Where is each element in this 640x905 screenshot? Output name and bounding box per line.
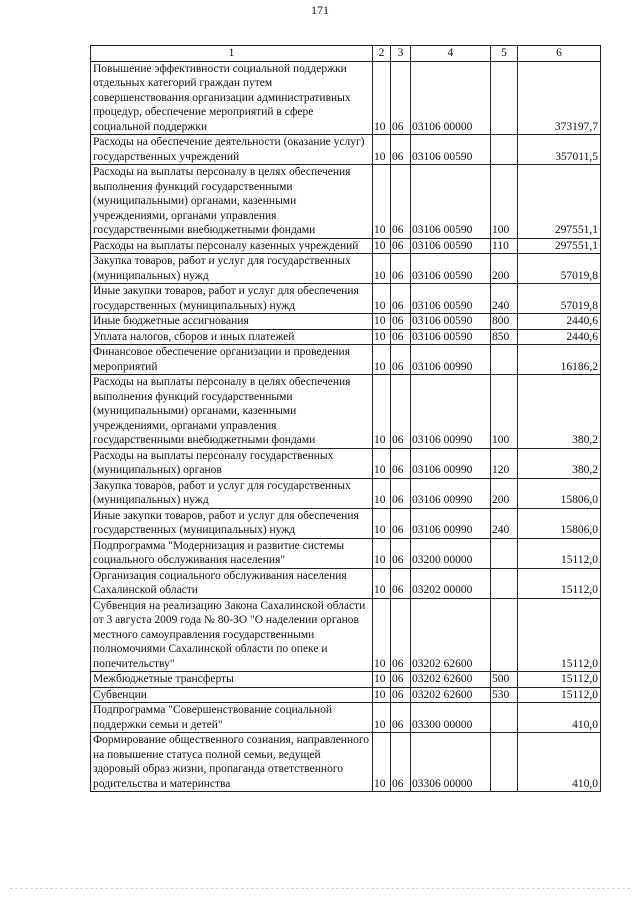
amount-cell: 15112,0: [518, 687, 601, 703]
budget-table: [90, 45, 601, 792]
expense-type-cell: 240: [491, 508, 518, 538]
expense-type-cell: 530: [491, 687, 518, 703]
expense-type-cell: 110: [491, 238, 518, 254]
item-name-cell: Расходы на выплаты персоналу в целях обеспечения выполнения функций государственными (муниципальными) органами, казенными учреждениями, органами управления государственными внебюджетными фондами: [91, 165, 373, 239]
table-row: [91, 254, 601, 284]
subsection-code-cell: 06: [391, 238, 411, 254]
target-article-cell: 03202 62600: [411, 672, 491, 688]
section-code-cell: 10: [373, 538, 391, 568]
amount-cell: 15112,0: [518, 538, 601, 568]
amount-cell: 297551,1: [518, 165, 601, 239]
item-name-cell: Расходы на обеспечение деятельности (оказание услуг) государственных учреждений: [91, 135, 373, 165]
section-code-cell: 10: [373, 478, 391, 508]
subsection-code-cell: 06: [391, 478, 411, 508]
target-article-cell: 03106 00590: [411, 329, 491, 345]
expense-type-cell: [491, 568, 518, 598]
subsection-code-cell: 06: [391, 538, 411, 568]
table-row: [91, 508, 601, 538]
table-row: [91, 538, 601, 568]
subsection-code-cell: 06: [391, 284, 411, 314]
page-number: 171: [311, 3, 329, 17]
expense-type-cell: 200: [491, 254, 518, 284]
expense-type-cell: 800: [491, 314, 518, 330]
table-row: [91, 375, 601, 449]
expense-type-cell: [491, 135, 518, 165]
subsection-code-cell: 06: [391, 598, 411, 672]
section-code-cell: 10: [373, 135, 391, 165]
target-article-cell: 03300 00000: [411, 703, 491, 733]
table-body: [91, 61, 601, 792]
amount-cell: 357011,5: [518, 135, 601, 165]
target-article-cell: 03106 00990: [411, 508, 491, 538]
item-name-cell: Организация социального обслуживания населения Сахалинской области: [91, 568, 373, 598]
subsection-code-cell: 06: [391, 568, 411, 598]
item-name-cell: Субвенция на реализацию Закона Сахалинской области от 3 августа 2009 года № 80-ЗО "О наделении органов местного самоуправления государственными полномочиями Сахалинской области по опеке и попечительству": [91, 598, 373, 672]
target-article-cell: 03106 00590: [411, 254, 491, 284]
section-code-cell: 10: [373, 672, 391, 688]
item-name-cell: Расходы на выплаты персоналу казенных учреждений: [91, 238, 373, 254]
section-code-cell: 10: [373, 448, 391, 478]
column-header: 4: [411, 46, 491, 62]
section-code-cell: 10: [373, 568, 391, 598]
item-name-cell: Формирование общественного сознания, направленного на повышение статуса полной семьи, ведущей здоровый образ жизни, пропаганда ответственного родительства и материнства: [91, 733, 373, 792]
expense-type-cell: 240: [491, 284, 518, 314]
amount-cell: 16186,2: [518, 345, 601, 375]
amount-cell: 57019,8: [518, 254, 601, 284]
table-row: [91, 703, 601, 733]
column-header: 5: [491, 46, 518, 62]
target-article-cell: 03106 00590: [411, 165, 491, 239]
item-name-cell: Финансовое обеспечение организации и проведения мероприятий: [91, 345, 373, 375]
subsection-code-cell: 06: [391, 375, 411, 449]
section-code-cell: 10: [373, 375, 391, 449]
amount-cell: 410,0: [518, 733, 601, 792]
expense-type-cell: [491, 598, 518, 672]
subsection-code-cell: 06: [391, 165, 411, 239]
table-row: [91, 687, 601, 703]
subsection-code-cell: 06: [391, 672, 411, 688]
subsection-code-cell: 06: [391, 687, 411, 703]
target-article-cell: 03202 62600: [411, 598, 491, 672]
expense-type-cell: 200: [491, 478, 518, 508]
table-row: [91, 345, 601, 375]
amount-cell: 15806,0: [518, 508, 601, 538]
table-row: [91, 733, 601, 792]
target-article-cell: 03106 00590: [411, 284, 491, 314]
target-article-cell: 03106 00990: [411, 448, 491, 478]
amount-cell: 15112,0: [518, 598, 601, 672]
item-name-cell: Расходы на выплаты персоналу государственных (муниципальных) органов: [91, 448, 373, 478]
section-code-cell: 10: [373, 687, 391, 703]
table-row: [91, 238, 601, 254]
expense-type-cell: [491, 703, 518, 733]
section-code-cell: 10: [373, 703, 391, 733]
table-row: [91, 598, 601, 672]
table-row: [91, 672, 601, 688]
item-name-cell: Иные закупки товаров, работ и услуг для обеспечения государственных (муниципальных) нужд: [91, 508, 373, 538]
section-code-cell: 10: [373, 598, 391, 672]
subsection-code-cell: 06: [391, 329, 411, 345]
expense-type-cell: 120: [491, 448, 518, 478]
amount-cell: 380,2: [518, 375, 601, 449]
target-article-cell: 03306 00000: [411, 733, 491, 792]
section-code-cell: 10: [373, 508, 391, 538]
target-article-cell: 03106 00990: [411, 478, 491, 508]
amount-cell: 2440,6: [518, 314, 601, 330]
amount-cell: 57019,8: [518, 284, 601, 314]
expense-type-cell: [491, 61, 518, 135]
target-article-cell: 03202 62600: [411, 687, 491, 703]
amount-cell: 2440,6: [518, 329, 601, 345]
scan-artifact-line: [10, 888, 630, 895]
section-code-cell: 10: [373, 284, 391, 314]
column-header: 2: [373, 46, 391, 62]
item-name-cell: Иные бюджетные ассигнования: [91, 314, 373, 330]
target-article-cell: 03106 00590: [411, 314, 491, 330]
item-name-cell: Межбюджетные трансферты: [91, 672, 373, 688]
table-row: [91, 284, 601, 314]
section-code-cell: 10: [373, 733, 391, 792]
item-name-cell: Расходы на выплаты персоналу в целях обеспечения выполнения функций государственными (муниципальными) органами, казенными учреждениями, органами управления государственными внебюджетными фондами: [91, 375, 373, 449]
expense-type-cell: [491, 345, 518, 375]
expense-type-cell: 850: [491, 329, 518, 345]
section-code-cell: 10: [373, 314, 391, 330]
section-code-cell: 10: [373, 254, 391, 284]
target-article-cell: 03106 00990: [411, 345, 491, 375]
section-code-cell: 10: [373, 61, 391, 135]
table-row: [91, 165, 601, 239]
subsection-code-cell: 06: [391, 61, 411, 135]
amount-cell: 15806,0: [518, 478, 601, 508]
expense-type-cell: [491, 538, 518, 568]
column-header: 1: [91, 46, 373, 62]
amount-cell: 373197,7: [518, 61, 601, 135]
item-name-cell: Подпрограмма "Модернизация и развитие системы социального обслуживания населения": [91, 538, 373, 568]
item-name-cell: Уплата налогов, сборов и иных платежей: [91, 329, 373, 345]
subsection-code-cell: 06: [391, 448, 411, 478]
item-name-cell: Субвенции: [91, 687, 373, 703]
item-name-cell: Закупка товаров, работ и услуг для государственных (муниципальных) нужд: [91, 478, 373, 508]
section-code-cell: 10: [373, 329, 391, 345]
column-header: 6: [518, 46, 601, 62]
target-article-cell: 03202 00000: [411, 568, 491, 598]
section-code-cell: 10: [373, 238, 391, 254]
target-article-cell: 03106 00000: [411, 61, 491, 135]
item-name-cell: Подпрограмма "Совершенствование социальной поддержки семьи и детей": [91, 703, 373, 733]
subsection-code-cell: 06: [391, 703, 411, 733]
amount-cell: 410,0: [518, 703, 601, 733]
amount-cell: 15112,0: [518, 672, 601, 688]
amount-cell: 15112,0: [518, 568, 601, 598]
table-row: [91, 135, 601, 165]
subsection-code-cell: 06: [391, 733, 411, 792]
item-name-cell: Повышение эффективности социальной поддержки отдельных категорий граждан путем совершенствования организации административных процедур, обеспечение мероприятий в сфере социальной поддержки: [91, 61, 373, 135]
amount-cell: 380,2: [518, 448, 601, 478]
target-article-cell: 03106 00590: [411, 238, 491, 254]
table-row: [91, 478, 601, 508]
expense-type-cell: 100: [491, 165, 518, 239]
expense-type-cell: 500: [491, 672, 518, 688]
expense-type-cell: 100: [491, 375, 518, 449]
table-row: [91, 314, 601, 330]
target-article-cell: 03106 00990: [411, 375, 491, 449]
item-name-cell: Иные закупки товаров, работ и услуг для обеспечения государственных (муниципальных) нужд: [91, 284, 373, 314]
table-row: [91, 329, 601, 345]
expense-type-cell: [491, 733, 518, 792]
table-row: [91, 448, 601, 478]
section-code-cell: 10: [373, 165, 391, 239]
column-header: 3: [391, 46, 411, 62]
table-row: [91, 568, 601, 598]
subsection-code-cell: 06: [391, 508, 411, 538]
subsection-code-cell: 06: [391, 135, 411, 165]
table-header-row: [91, 46, 601, 62]
section-code-cell: 10: [373, 345, 391, 375]
subsection-code-cell: 06: [391, 254, 411, 284]
amount-cell: 297551,1: [518, 238, 601, 254]
target-article-cell: 03200 00000: [411, 538, 491, 568]
subsection-code-cell: 06: [391, 314, 411, 330]
item-name-cell: Закупка товаров, работ и услуг для государственных (муниципальных) нужд: [91, 254, 373, 284]
target-article-cell: 03106 00590: [411, 135, 491, 165]
table-row: [91, 61, 601, 135]
subsection-code-cell: 06: [391, 345, 411, 375]
